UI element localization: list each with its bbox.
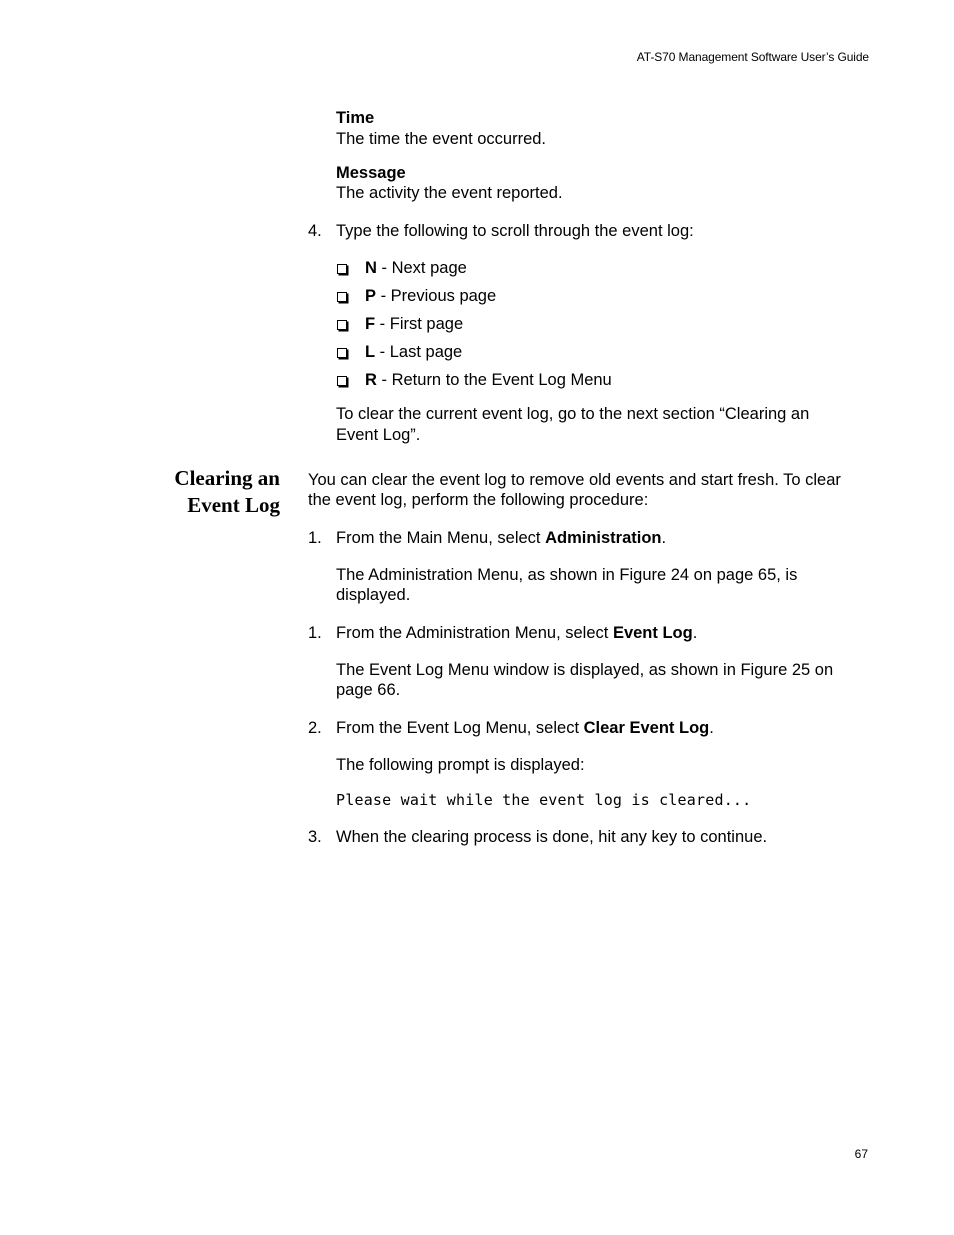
step-text: From the Administration Menu, select Event Log. <box>336 624 698 642</box>
prompt-code: Please wait while the event log is cleared... <box>336 791 752 809</box>
section-intro-line2: the event log, perform the following procedure: <box>308 491 649 509</box>
field-desc-message: The activity the event reported. <box>336 184 563 202</box>
clear-note-line2: Event Log”. <box>336 426 421 444</box>
field-term-time: Time <box>336 109 375 127</box>
running-header: AT-S70 Management Software User’s Guide <box>636 50 869 64</box>
field-term-message: Message <box>336 164 406 182</box>
key-description: - Next page <box>376 259 467 277</box>
section-heading-line2: Event Log <box>187 493 280 517</box>
checkbox-bullet-icon <box>337 376 347 386</box>
section-heading <box>174 465 280 519</box>
key-letter: L <box>365 343 376 361</box>
step-result-line2: displayed. <box>336 586 411 604</box>
step-number: 4. <box>308 222 322 240</box>
key-description: - Previous page <box>376 287 497 305</box>
key-letter: F <box>365 315 376 333</box>
step-text: When the clearing process is done, hit any key to continue. <box>336 828 768 846</box>
step-result-line2: page 66. <box>336 681 401 699</box>
checkbox-bullet-icon <box>337 348 347 358</box>
key-letter: P <box>365 287 377 305</box>
step-number: 1. <box>308 624 322 642</box>
step-text: From the Main Menu, select Administration. <box>336 529 667 547</box>
step-number: 3. <box>308 828 322 846</box>
step-result-line1: The Administration Menu, as shown in Figure 24 on page 65, is <box>336 566 798 584</box>
step-result-line1: The Event Log Menu window is displayed, as shown in Figure 25 on <box>336 661 834 679</box>
clear-note-line1: To clear the current event log, go to the next section “Clearing an <box>336 405 810 423</box>
key-letter: R <box>365 371 377 389</box>
step-number: 2. <box>308 719 322 737</box>
checkbox-bullet-icon <box>337 292 347 302</box>
page-number: 67 <box>854 1147 868 1161</box>
step-number: 1. <box>308 529 322 547</box>
key-description: - First page <box>375 315 464 333</box>
checkbox-bullet-icon <box>337 264 347 274</box>
checkbox-bullet-icon <box>337 320 347 330</box>
key-description: - Last page <box>375 343 463 361</box>
field-desc-time: The time the event occurred. <box>336 130 547 148</box>
step-text: Type the following to scroll through the event log: <box>336 222 694 240</box>
key-description: - Return to the Event Log Menu <box>376 371 612 389</box>
key-letter: N <box>365 259 377 277</box>
step-result-line1: The following prompt is displayed: <box>336 756 585 774</box>
section-heading-line1: Clearing an <box>174 466 280 490</box>
step-text: From the Event Log Menu, select Clear Event Log. <box>336 719 714 737</box>
section-intro-line1: You can clear the event log to remove old events and start fresh. To clear <box>308 471 841 489</box>
